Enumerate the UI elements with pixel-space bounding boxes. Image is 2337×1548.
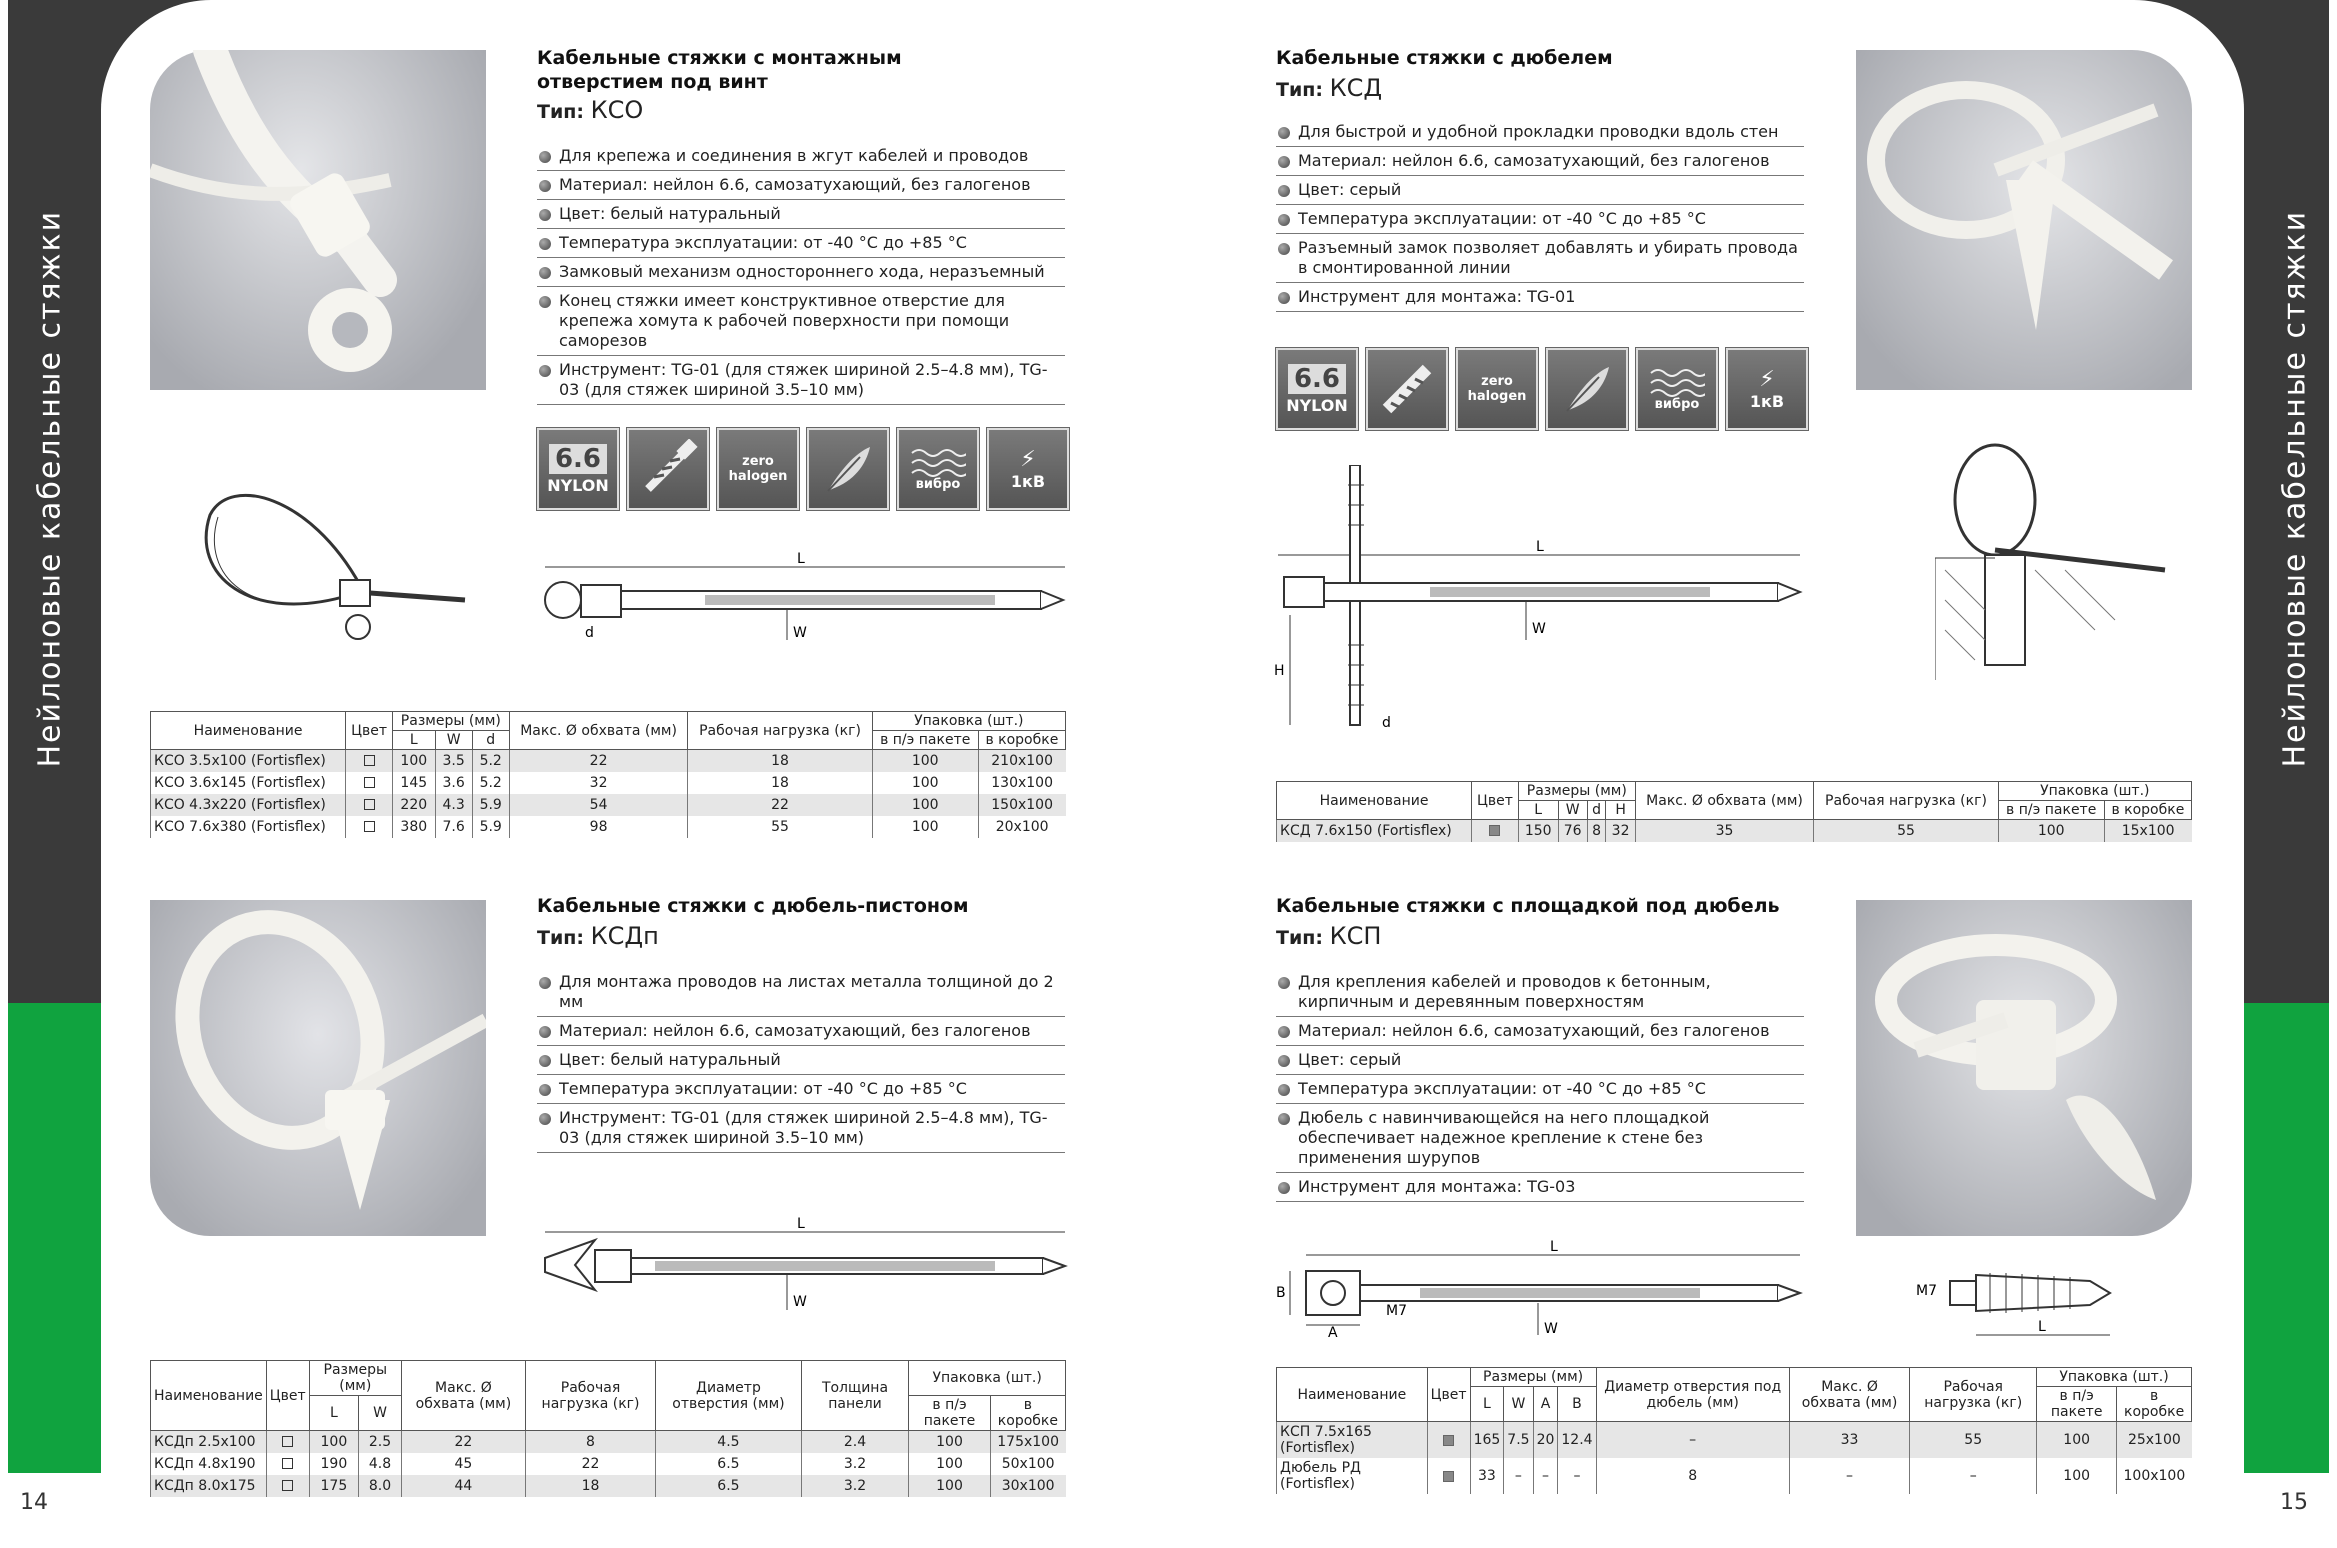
kso-type-code: КСО: [590, 96, 644, 124]
th-dims: Размеры (мм): [1470, 1368, 1596, 1387]
th-l: L: [1470, 1387, 1504, 1422]
ksp-spec-table: [1276, 1367, 2192, 1494]
table-cell: 6.5: [656, 1453, 802, 1475]
table-cell: 22: [509, 750, 688, 772]
ksd-type-label: Тип:: [1276, 79, 1323, 101]
kso-title: [537, 46, 902, 94]
kso-badges: [537, 428, 1069, 510]
ksd-feature: Для быстрой и удобной прокладки проводки вдоль стен: [1276, 118, 1804, 147]
table-cell: 55: [1814, 820, 1998, 842]
th-color: Цвет: [346, 712, 393, 750]
table-cell: 22: [688, 794, 872, 816]
table-row: [151, 750, 1066, 772]
ksdp-feature: Температура эксплуатации: от -40 °С до +85 °С: [537, 1075, 1065, 1104]
ksdp-type-label: Тип:: [537, 927, 584, 949]
page-number-right: 15: [2280, 1490, 2308, 1515]
table-cell: 100: [872, 794, 978, 816]
ksd-type-code: КСД: [1329, 74, 1383, 102]
ksdp-title: [537, 894, 969, 918]
table-cell: [1427, 1458, 1470, 1494]
table-cell: КСП 7.5х165 (Fortisflex): [1277, 1422, 1428, 1459]
ksdp-type: [537, 922, 659, 950]
table-cell: –: [1789, 1458, 1910, 1494]
th-max: Макс. Ø обхвата (мм): [509, 712, 688, 750]
th-max: Макс. Ø обхвата (мм): [1789, 1368, 1910, 1422]
th-w: W: [359, 1396, 402, 1431]
ksp-feature: Для крепления кабелей и проводов к бетонным, кирпичным и деревянным поверхностям: [1276, 968, 1804, 1017]
ksd-title: [1276, 46, 1613, 70]
table-cell: КСДп 8.0х175: [151, 1475, 267, 1497]
table-cell: 130х100: [978, 772, 1065, 794]
table-cell: 18: [525, 1475, 655, 1497]
th-pack: Упаковка (шт.): [2037, 1368, 2192, 1387]
ksd-title-line1: Кабельные стяжки с дюбелем: [1276, 47, 1613, 69]
ksd-type: [1276, 74, 1382, 102]
table-cell: 5.2: [472, 772, 509, 794]
table-cell: 175х100: [990, 1431, 1065, 1453]
table-cell: –: [1504, 1458, 1533, 1494]
feather-icon: [807, 428, 889, 510]
th-load: Рабочая нагрузка (кг): [688, 712, 872, 750]
th-load: Рабочая нагрузка (кг): [1910, 1368, 2037, 1422]
table-cell: 165: [1470, 1422, 1504, 1459]
table-cell: 50х100: [990, 1453, 1065, 1475]
th-max: Макс. Ø обхвата (мм): [1635, 782, 1814, 820]
table-cell: 3.5: [435, 750, 472, 772]
ksd-dim-d: d: [1382, 715, 1391, 731]
kso-type-label: Тип:: [537, 101, 584, 123]
th-w: W: [1504, 1387, 1533, 1422]
1kv-badge: ⚡ 1кВ: [1726, 348, 1808, 430]
table-cell: –: [1533, 1458, 1558, 1494]
ksp-feature: Дюбель с навинчивающейся на него площадкой обеспечивает надежное крепление к стене без применения шурупов: [1276, 1104, 1804, 1173]
ksd-photo-illustration: [1856, 50, 2192, 390]
nylon-badge: 6.6 NYLON: [537, 428, 619, 510]
kso-feature: Конец стяжки имеет конструктивное отверстие для крепежа хомута к рабочей поверхности при помощи саморезов: [537, 287, 1065, 356]
ksdp-dim-l: L: [797, 1216, 805, 1232]
ksd-feature: Разъемный замок позволяет добавлять и убирать провода в смонтированной линии: [1276, 234, 1804, 283]
ksp-photo-illustration: [1856, 900, 2192, 1236]
ksp-dowel-l: L: [2038, 1319, 2046, 1335]
table-cell: 5.9: [472, 794, 509, 816]
ksp-dimension-drawing: [1270, 1235, 1810, 1345]
th-color: Цвет: [266, 1361, 309, 1431]
ksd-feature-list: [1276, 118, 1804, 312]
ksd-badges: [1276, 348, 1808, 430]
table-row: [151, 1475, 1066, 1497]
table-cell: [1472, 820, 1519, 842]
table-cell: 150: [1518, 820, 1558, 842]
table-cell: КСО 7.6х380 (Fortisflex): [151, 816, 346, 838]
kso-dim-l: L: [797, 551, 805, 567]
table-cell: 45: [401, 1453, 525, 1475]
th-name: Наименование: [151, 1361, 267, 1431]
th-color: Цвет: [1427, 1368, 1470, 1422]
ksdp-spec-table: [150, 1360, 1066, 1497]
table-cell: 175: [309, 1475, 358, 1497]
ksp-dim-m7: M7: [1386, 1303, 1407, 1319]
kso-feature-list: [537, 142, 1065, 405]
table-cell: 100: [2037, 1458, 2117, 1494]
ksd-dim-l: L: [1536, 539, 1544, 555]
th-pack: Упаковка (шт.): [1998, 782, 2191, 801]
table-cell: Дюбель РД (Fortisflex): [1277, 1458, 1428, 1494]
ksp-type-label: Тип:: [1276, 927, 1323, 949]
table-row: [151, 1431, 1066, 1453]
th-load: Рабочая нагрузка (кг): [1814, 782, 1998, 820]
table-cell: 5.2: [472, 750, 509, 772]
table-cell: 30х100: [990, 1475, 1065, 1497]
table-cell: 4.8: [359, 1453, 402, 1475]
table-cell: 54: [509, 794, 688, 816]
table-cell: 4.5: [656, 1431, 802, 1453]
kso-photo-illustration: [150, 50, 486, 390]
table-cell: [346, 816, 393, 838]
table-cell: 220: [392, 794, 435, 816]
ksp-feature: Температура эксплуатации: от -40 °С до +85 °С: [1276, 1075, 1804, 1104]
ksd-product-photo: [1856, 50, 2192, 390]
table-cell: 190: [309, 1453, 358, 1475]
table-cell: 15х100: [2104, 820, 2191, 842]
ksd-dimension-drawing: [1270, 465, 1810, 735]
ksdp-feature: Для монтажа проводов на листах металла толщиной до 2 мм: [537, 968, 1065, 1017]
feather-icon: [1546, 348, 1628, 430]
kso-feature: Материал: нейлон 6.6, самозатухающий, без галогенов: [537, 171, 1065, 200]
table-cell: 100: [2037, 1422, 2117, 1459]
th-d: d: [1587, 801, 1606, 820]
table-cell: [266, 1475, 309, 1497]
th-panel: Толщина панели: [801, 1361, 909, 1431]
ksd-feature: Материал: нейлон 6.6, самозатухающий, без галогенов: [1276, 147, 1804, 176]
ksp-dim-w: W: [1544, 1321, 1558, 1337]
table-cell: –: [1910, 1458, 2037, 1494]
th-l: L: [392, 731, 435, 750]
page-number-left: 14: [20, 1490, 48, 1515]
ksp-dowel-drawing: [1910, 1255, 2130, 1365]
table-row: [1277, 1458, 2192, 1494]
ksdp-feature: Цвет: белый натуральный: [537, 1046, 1065, 1075]
ksp-dim-a: A: [1328, 1325, 1338, 1341]
th-bag: в п/э пакете: [909, 1396, 991, 1431]
kso-spec-table: [150, 711, 1066, 838]
th-pack: Упаковка (шт.): [872, 712, 1065, 731]
table-cell: [346, 794, 393, 816]
table-cell: 100: [909, 1475, 991, 1497]
kso-dim-d: d: [585, 625, 594, 641]
table-cell: 8: [1587, 820, 1606, 842]
kso-feature: Цвет: белый натуральный: [537, 200, 1065, 229]
table-cell: 100: [872, 750, 978, 772]
table-cell: [266, 1431, 309, 1453]
table-cell: [266, 1453, 309, 1475]
ksp-type: [1276, 922, 1381, 950]
table-cell: 4.3: [435, 794, 472, 816]
table-cell: 55: [1910, 1422, 2037, 1459]
ksdp-feature: Инструмент: TG-01 (для стяжек шириной 2.5–4.8 мм), TG-03 (для стяжек шириной 3.5–10 мм): [537, 1104, 1065, 1153]
kso-title-line1: Кабельные стяжки с монтажным: [537, 47, 902, 69]
spine-right-title: Нейлоновые кабельные стяжки: [2277, 209, 2313, 768]
ksd-dim-h: H: [1274, 663, 1285, 679]
table-cell: 3.2: [801, 1453, 909, 1475]
th-name: Наименование: [1277, 1368, 1428, 1422]
table-cell: 100: [872, 772, 978, 794]
ksdp-dimension-drawing: [535, 1210, 1075, 1320]
ksp-feature: Цвет: серый: [1276, 1046, 1804, 1075]
table-cell: КСДп 4.8х190: [151, 1453, 267, 1475]
table-row: [1277, 1422, 2192, 1459]
table-cell: 22: [525, 1453, 655, 1475]
table-cell: 33: [1789, 1422, 1910, 1459]
table-cell: КСО 3.6х145 (Fortisflex): [151, 772, 346, 794]
kso-loop-drawing: [190, 475, 480, 675]
ksdp-dim-w: W: [793, 1294, 807, 1310]
table-cell: 33: [1470, 1458, 1504, 1494]
th-bag: в п/э пакете: [2037, 1387, 2117, 1422]
table-cell: 7.6: [435, 816, 472, 838]
table-cell: КСДп 2.5х100: [151, 1431, 267, 1453]
table-cell: 380: [392, 816, 435, 838]
table-cell: [346, 772, 393, 794]
ksd-spec-table: [1276, 781, 2192, 842]
table-cell: 6.5: [656, 1475, 802, 1497]
ksp-product-photo: [1856, 900, 2192, 1236]
th-hole: Диаметр отверстия под дюбель (мм): [1596, 1368, 1789, 1422]
ksp-dim-b: B: [1276, 1285, 1286, 1301]
table-cell: 18: [688, 772, 872, 794]
spine-left-title: Нейлоновые кабельные стяжки: [32, 209, 68, 768]
table-cell: [1427, 1422, 1470, 1459]
th-dims: Размеры (мм): [1518, 782, 1635, 801]
table-cell: 100: [909, 1453, 991, 1475]
th-pack: Упаковка (шт.): [909, 1361, 1066, 1396]
table-cell: 12.4: [1558, 1422, 1596, 1459]
th-l: L: [1518, 801, 1558, 820]
1kv-badge: ⚡ 1кВ: [987, 428, 1069, 510]
table-cell: 3.6: [435, 772, 472, 794]
ksp-feature: Инструмент для монтажа: TG-03: [1276, 1173, 1804, 1202]
kso-type: [537, 96, 643, 124]
table-row: [151, 1453, 1066, 1475]
table-row: [151, 772, 1066, 794]
table-cell: 22: [401, 1431, 525, 1453]
kso-feature: Замковый механизм одностороннего хода, неразъемный: [537, 258, 1065, 287]
table-cell: 145: [392, 772, 435, 794]
table-cell: 76: [1558, 820, 1587, 842]
ksp-dowel-m7: M7: [1916, 1283, 1937, 1299]
table-cell: 100: [1998, 820, 2104, 842]
table-cell: 98: [509, 816, 688, 838]
vibro-badge: вибро: [1636, 348, 1718, 430]
ksdp-feature: Материал: нейлон 6.6, самозатухающий, без галогенов: [537, 1017, 1065, 1046]
table-cell: 100: [909, 1431, 991, 1453]
screw-icon: [627, 428, 709, 510]
th-color: Цвет: [1472, 782, 1519, 820]
th-d: d: [472, 731, 509, 750]
th-w: W: [435, 731, 472, 750]
kso-feature: Для крепежа и соединения в жгут кабелей и проводов: [537, 142, 1065, 171]
th-box: в коробке: [2117, 1387, 2192, 1422]
table-cell: 32: [509, 772, 688, 794]
table-cell: 100: [872, 816, 978, 838]
th-a: A: [1533, 1387, 1558, 1422]
kso-feature: Инструмент: TG-01 (для стяжек шириной 2.5–4.8 мм), TG-03 (для стяжек шириной 3.5–10 мм): [537, 356, 1065, 405]
th-w: W: [1558, 801, 1587, 820]
table-cell: 32: [1606, 820, 1635, 842]
table-cell: 2.4: [801, 1431, 909, 1453]
table-cell: 3.2: [801, 1475, 909, 1497]
table-cell: КСД 7.6х150 (Fortisflex): [1277, 820, 1472, 842]
table-cell: 210х100: [978, 750, 1065, 772]
table-row: [151, 816, 1066, 838]
table-row: [151, 794, 1066, 816]
table-cell: 8: [525, 1431, 655, 1453]
table-cell: 20: [1533, 1422, 1558, 1459]
nylon-badge: 6.6 NYLON: [1276, 348, 1358, 430]
th-b: B: [1558, 1387, 1596, 1422]
ksd-feature: Инструмент для монтажа: TG-01: [1276, 283, 1804, 312]
kso-dimension-drawing: [535, 545, 1075, 645]
ksdp-feature-list: [537, 968, 1065, 1153]
th-box: в коробке: [978, 731, 1065, 750]
table-cell: 8.0: [359, 1475, 402, 1497]
ksdp-product-photo: [150, 900, 486, 1236]
table-cell: 25х100: [2117, 1422, 2192, 1459]
table-cell: 20х100: [978, 816, 1065, 838]
th-dims: Размеры (мм): [309, 1361, 401, 1396]
kso-dim-w: W: [793, 625, 807, 641]
ksd-feature: Цвет: серый: [1276, 176, 1804, 205]
ksp-dim-l: L: [1550, 1239, 1558, 1255]
table-cell: 100: [309, 1431, 358, 1453]
th-max: Макс. Ø обхвата (мм): [401, 1361, 525, 1431]
table-cell: 55: [688, 816, 872, 838]
th-bag: в п/э пакете: [872, 731, 978, 750]
ksp-title-line1: Кабельные стяжки с площадкой под дюбель: [1276, 895, 1780, 917]
th-h: H: [1606, 801, 1635, 820]
th-name: Наименование: [151, 712, 346, 750]
ksd-dim-w: W: [1532, 621, 1546, 637]
ksp-feature: Материал: нейлон 6.6, самозатухающий, без галогенов: [1276, 1017, 1804, 1046]
table-cell: 35: [1635, 820, 1814, 842]
table-cell: 2.5: [359, 1431, 402, 1453]
table-cell: КСО 4.3х220 (Fortisflex): [151, 794, 346, 816]
zero-halogen-badge: zero halogen: [717, 428, 799, 510]
table-cell: 150х100: [978, 794, 1065, 816]
th-box: в коробке: [2104, 801, 2191, 820]
ksdp-title-line1: Кабельные стяжки с дюбель-пистоном: [537, 895, 969, 917]
th-hole: Диаметр отверстия (мм): [656, 1361, 802, 1431]
table-cell: 100: [392, 750, 435, 772]
table-cell: КСО 3.5х100 (Fortisflex): [151, 750, 346, 772]
ksd-feature: Температура эксплуатации: от -40 °С до +85 °С: [1276, 205, 1804, 234]
ksdp-photo-illustration: [150, 900, 486, 1236]
table-cell: 18: [688, 750, 872, 772]
table-cell: –: [1596, 1422, 1789, 1459]
table-row: [1277, 820, 2192, 842]
table-cell: –: [1558, 1458, 1596, 1494]
vibro-badge: вибро: [897, 428, 979, 510]
th-bag: в п/э пакете: [1998, 801, 2104, 820]
ksp-type-code: КСП: [1329, 922, 1382, 950]
kso-product-photo: [150, 50, 486, 390]
table-cell: 100х100: [2117, 1458, 2192, 1494]
ksp-title: [1276, 894, 1780, 918]
zero-halogen-badge: zero halogen: [1456, 348, 1538, 430]
table-cell: 5.9: [472, 816, 509, 838]
table-cell: 8: [1596, 1458, 1789, 1494]
dowel-icon: [1366, 348, 1448, 430]
table-cell: 44: [401, 1475, 525, 1497]
table-cell: [346, 750, 393, 772]
ksdp-type-code: КСДп: [590, 922, 659, 950]
kso-title-line2: отверстием под винт: [537, 71, 768, 93]
kso-feature: Температура эксплуатации: от -40 °С до +85 °С: [537, 229, 1065, 258]
ksd-wall-drawing: [1935, 440, 2185, 680]
table-cell: 7.5: [1504, 1422, 1533, 1459]
th-load: Рабочая нагрузка (кг): [525, 1361, 655, 1431]
ksp-feature-list: [1276, 968, 1804, 1202]
th-l: L: [309, 1396, 358, 1431]
th-box: в коробке: [990, 1396, 1065, 1431]
th-name: Наименование: [1277, 782, 1472, 820]
th-dims: Размеры (мм): [392, 712, 509, 731]
